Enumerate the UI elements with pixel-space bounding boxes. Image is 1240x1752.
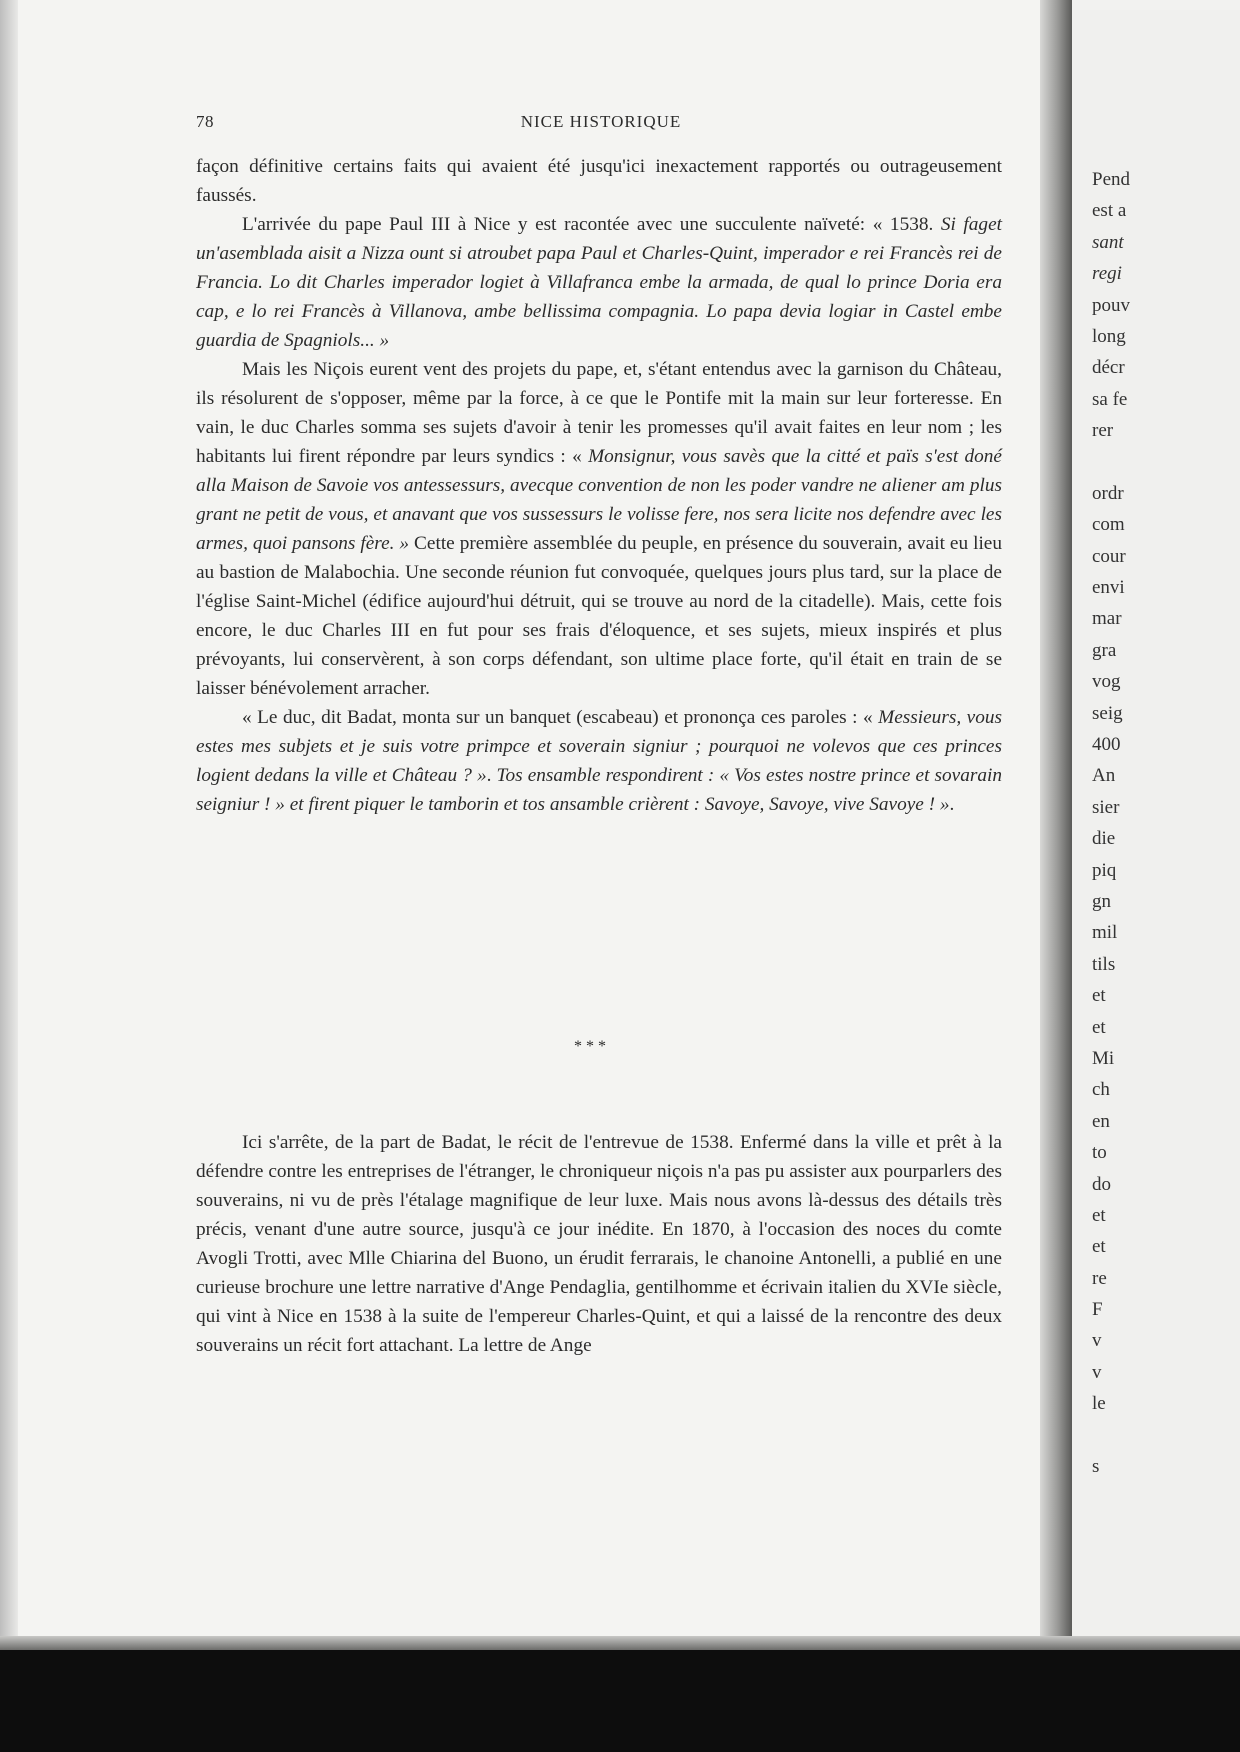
paragraph-2 [196,210,1002,355]
right-page-line [1092,447,1240,478]
right-page-line: mil [1092,922,1118,944]
right-page-line: re [1092,1267,1107,1289]
right-page-line: et [1092,1204,1106,1226]
right-page-line: ordr [1092,482,1124,504]
right-page-line: Pend [1092,169,1130,190]
right-page-line: gra [1092,639,1117,661]
right-page-line: v [1092,1361,1102,1383]
right-page-line: F [1092,1299,1103,1321]
right-page-line: die [1092,828,1116,850]
right-page-line: en [1092,1110,1110,1132]
right-page-line: s [1092,1456,1100,1478]
right-page-line: et [1092,985,1106,1007]
book-gutter [1040,0,1072,1660]
right-page-fragments [1092,164,1240,1482]
paragraph-4-text-a: « Le duc, dit Badat, monta sur un banquet (escabeau) et prononça ces paroles : « [242,707,879,728]
right-page-line: sa fe [1092,388,1128,410]
right-page-line: décr [1092,357,1125,379]
right-page-line: v [1092,1330,1102,1352]
paragraph-3-text-a: Mais les Niçois eurent vent des projets du pape, et, s'étant entendus avec la garnison du Château, ils résolurent de s'opposer, même par la force, à ce que le Pontife mit la main sur leur forteresse. En vain, le duc Charles somma ses sujets d'avoir à tenir les promesses qu'il avait faites en leur nom ; les habitants lui firent répondre par leurs syndics : « [196,359,1002,467]
right-page-line: pouv [1092,294,1130,316]
right-page-line: do [1092,1173,1111,1195]
right-page-line: regi [1092,263,1122,285]
right-page-line: cour [1092,545,1126,567]
right-page-line: et [1092,1016,1106,1038]
paragraph-1-text: façon définitive certains faits qui avaient été jusqu'ici inexactement rapportés ou outrageusement faussés. [196,156,1002,206]
right-page-line: piq [1092,859,1117,881]
paragraph-3-quote: Monsignur, vous savès que la citté et païs s'est doné alla Maison de Savoie vos antessessurs, avecque convention de non les poder vandre ne aliener am plus grant ne petit de vous, et anavant que vos sussessurs le volisse fere, nos sera licite nos defendre avec les armes, quoi pansons fère. » [196,446,1002,554]
right-page-line: et [1092,1236,1106,1258]
paragraph-5 [196,1128,1002,1360]
paragraph-4 [196,703,1002,819]
paragraph-1 [196,152,1002,210]
paragraph-5-text: Ici s'arrête, de la part de Badat, le récit de l'entrevue de 1538. Enfermé dans la ville et prêt à la défendre contre les entreprises de l'étranger, le chroniqueur niçois n'a pas pu assister aux pourparlers des souverains, ni vu de près l'étalage magnifique de leur luxe. Mais nous avons là-dessus des détails très précis, venant d'une autre source, jusqu'à ce jour inédite. En 1870, à l'occasion des noces du comte Avogli Trotti, avec Mlle Chiarina del Buono, un érudit ferrarais, le chanoine Antonelli, a publié en une curieuse brochure une lettre narrative d'Ange Pendaglia, gentilhomme et écrivain italien du XVIe siècle, qui vint à Nice en 1538 à la suite de l'empereur Charles-Quint, et qui a laissé de la rencontre des deux souverains un récit fort attachant. La lettre de Ange [196,1132,1002,1356]
page-header [196,112,1006,136]
right-page-line: rer [1092,420,1114,442]
right-page-line: long [1092,325,1126,347]
right-page-line: vog [1092,671,1121,693]
section-asterism [560,1038,620,1072]
right-page-line: gn [1092,890,1111,912]
main-text-continued [196,1128,1002,1360]
paragraph-3-text-b: Cette première assemblée du peuple, en présence du souverain, avait eu lieu au bastion de Malabochia. Une seconde réunion fut convoquée, quelques jours plus tard, sur la place de l'église Saint-Michel (édifice aujourd'hui détruit, qui se trouve au nord de la citadelle). Mais, cette fois encore, le duc Charles III en fut pour ses frais d'éloquence, et ses sujets, mieux inspirés et plus prévoyants, lui conservèrent, à son corps défendant, son ultime place forte, qu'il était en train de se laisser bénévolement arracher. [196,533,1002,699]
right-page-line: sant [1092,231,1124,253]
right-page-line: to [1092,1142,1107,1164]
paragraph-3 [196,355,1002,703]
right-page-line: sier [1092,796,1120,818]
right-page-line: 400 [1092,734,1121,756]
right-page-line: com [1092,514,1125,536]
paragraph-4-end: . [949,794,955,815]
paragraph-4-sep: . [486,765,497,786]
right-page-line: est a [1092,200,1127,222]
scan-background [0,1650,1240,1752]
scan-left-edge [0,0,18,1660]
right-page-line: seig [1092,702,1123,724]
right-page-line [1092,1420,1240,1451]
main-text [196,152,1002,819]
paragraph-2-intro: L'arrivée du pape Paul III à Nice y est racontée avec une succulente naïveté: « 1538. [242,214,941,235]
paragraph-2-quote: Si faget un'asemblada aisit a Nizza ount si atroubet papa Paul et Charles-Quint, imperador e rei Francès rei de Francia. Lo dit Charles imperador logiet à Villafranca embe la armada, de qual lo prince Doria era cap, e lo rei Francès à Villanova, ambe bellissima compagnia. Lo papa devia logiar in Castel embe guardia de Spagniols... » [196,214,1002,351]
right-page-line: mar [1092,608,1122,630]
right-page-line: An [1092,765,1116,787]
asterism-glyph: * * * [574,1038,606,1055]
right-page-line: tils [1092,953,1116,975]
right-page-line: Mi [1092,1047,1115,1069]
paragraph-4-quote-2: Tos ensamble respondirent : « Vos estes nostre prince et sovarain seigniur ! » et firent piquer le tamborin et tos ansamble crièrent : Savoye, Savoye, vive Savoye ! » [196,765,1003,815]
paragraph-4-quote-1: Messieurs, vous estes mes subjets et je suis votre primpce et soverain signiur ; pourquoi ne volevos que ces princes logient dedans la ville et Château ? » [196,707,1002,786]
right-page-line: le [1092,1393,1106,1415]
running-title: NICE HISTORIQUE [520,112,682,131]
right-page-line: envi [1092,577,1125,599]
page-number: 78 [196,112,214,131]
right-page-line: ch [1092,1079,1110,1101]
